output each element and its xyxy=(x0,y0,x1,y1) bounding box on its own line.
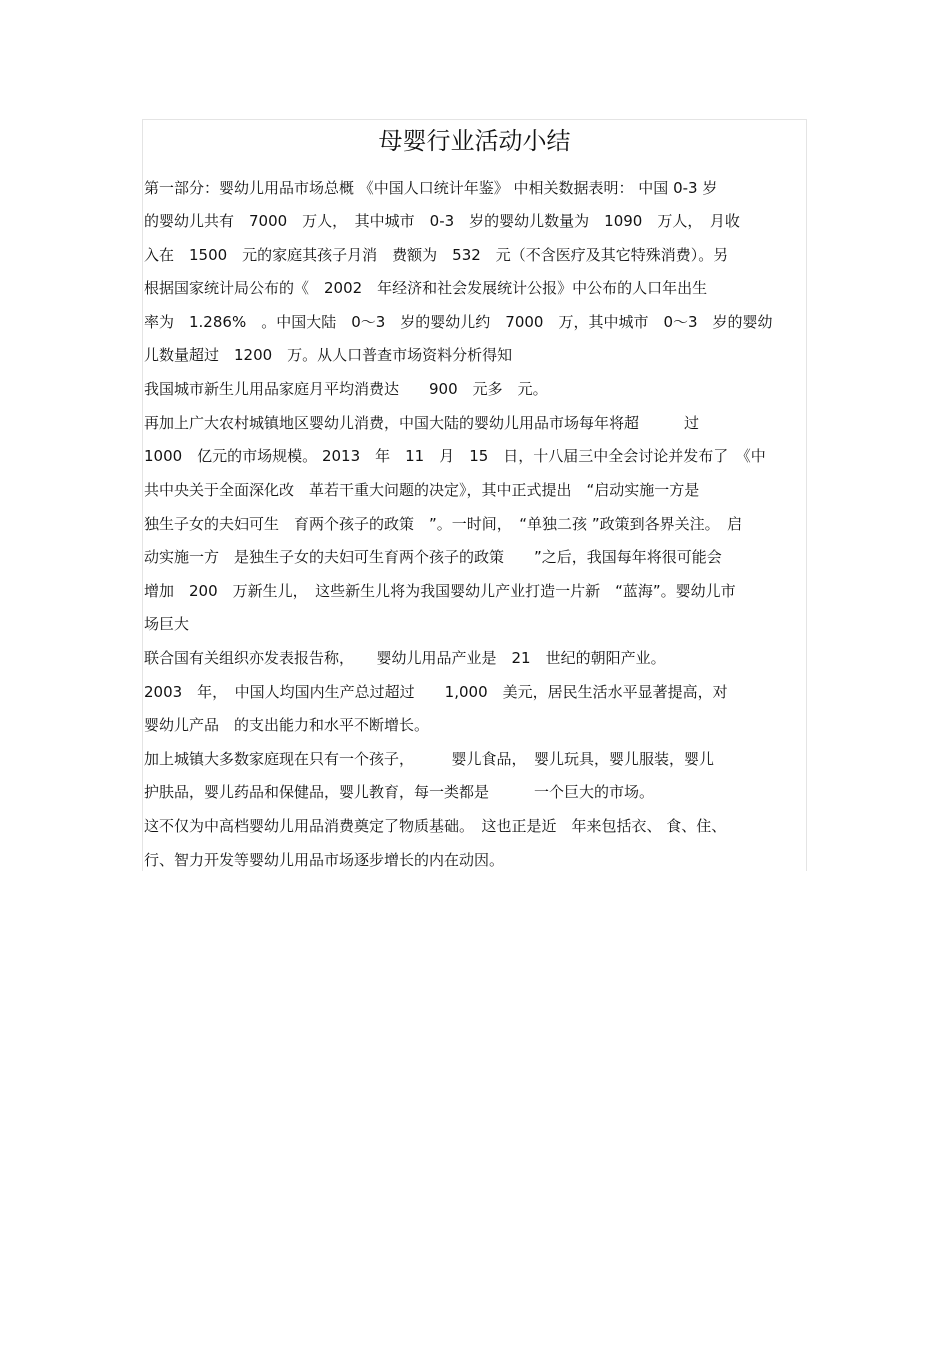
document-line: 婴幼儿产品 的支出能力和水平不断增长。 xyxy=(144,716,430,734)
document-line: 独生子女的夫妇可生 育两个孩子的政策 ”。一时间， “单独二孩 ”政策到各界关注。 启 xyxy=(144,515,743,533)
document-line: 的婴幼儿共有 7000 万人， 其中城市 0-3 岁的婴幼儿数量为 1090 万人， 月收 xyxy=(144,212,740,230)
document-line: 我国城市新生儿用品家庭月平均消费达 900 元多 元。 xyxy=(144,380,548,398)
document-line: 场巨大 xyxy=(144,615,190,633)
document-line: 率为 1.286% 。中国大陆 0～3 岁的婴幼儿约 7000 万，其中城市 0～3 岁的婴幼 xyxy=(144,313,773,331)
document-line: 儿数量超过 1200 万。从人口普查市场资料分析得知 xyxy=(144,346,513,364)
document-line: 这不仅为中高档婴幼儿用品消费奠定了物质基础。 这也正是近 年来包括衣、 食、住、 xyxy=(144,817,727,835)
document-line: 增加 200 万新生儿， 这些新生儿将为我国婴幼儿产业打造一片新 “蓝海”。婴幼儿市 xyxy=(144,582,736,600)
document-line: 1000 亿元的市场规模。 2013 年 11 月 15 日，十八届三中全会讨论并发布了 《中 xyxy=(144,447,766,465)
document-line: 护肤品，婴儿药品和保健品，婴儿教育，每一类都是 一个巨大的市场。 xyxy=(144,783,655,801)
document-line: 联合国有关组织亦发表报告称， 婴幼儿用品产业是 21 世纪的朝阳产业。 xyxy=(144,649,666,667)
document-line: 2003 年， 中国人均国内生产总过超过 1,000 美元，居民生活水平显著提高，对 xyxy=(144,683,728,701)
document-line: 行、智力开发等婴幼儿用品市场逐步增长的内在动因。 xyxy=(144,851,505,869)
document-line: 动实施一方 是独生子女的夫妇可生育两个孩子的政策 ”之后，我国每年将很可能会 xyxy=(144,548,722,566)
document-line: 根据国家统计局公布的《 2002 年经济和社会发展统计公报》中公布的人口年出生 xyxy=(144,279,708,297)
document-line: 入在 1500 元的家庭其孩子月消 费额为 532 元（不含医疗及其它特殊消费）。另 xyxy=(144,246,729,264)
document-line: 再加上广大农村城镇地区婴幼儿消费，中国大陆的婴幼儿用品市场每年将超 过 xyxy=(144,414,700,432)
document-line: 共中央关于全面深化改 革若干重大问题的决定》，其中正式提出 “启动实施一方是 xyxy=(144,481,700,499)
document-line: 第一部分：婴幼儿用品市场总概 《中国人口统计年鉴》 中相关数据表明： 中国 0-3 岁 xyxy=(144,179,718,197)
document-line: 加上城镇大多数家庭现在只有一个孩子， 婴儿食品， 婴儿玩具，婴儿服装，婴儿 xyxy=(144,750,715,768)
document-title: 母婴行业活动小结 xyxy=(378,127,571,155)
